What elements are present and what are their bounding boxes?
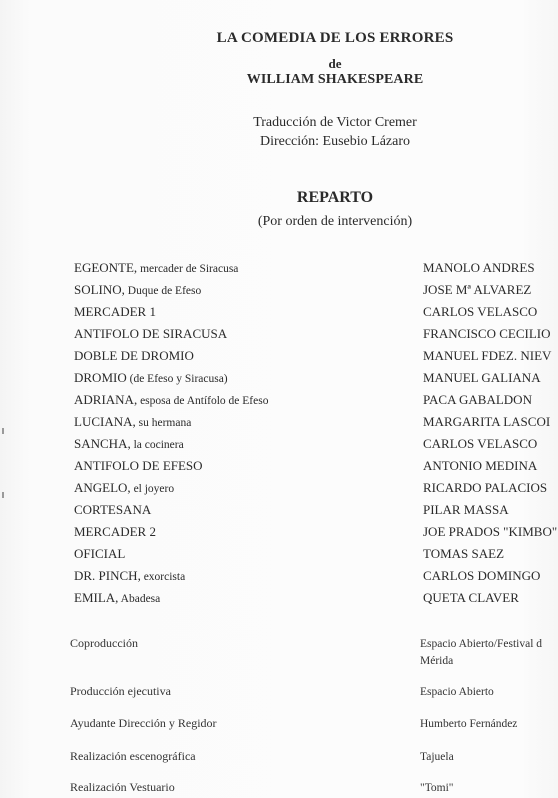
cast-role	[74, 458, 203, 474]
production-value-line: Mérida	[420, 655, 454, 667]
cast-actor: JOE PRADOS "KIMBO"	[423, 524, 558, 539]
role-name: EGEONTE,	[74, 260, 138, 275]
production-label: Producción ejecutiva	[70, 684, 171, 698]
cast-row	[0, 546, 558, 566]
production-value	[420, 780, 558, 797]
cast-row	[0, 414, 558, 434]
role-name: ADRIANA,	[74, 392, 138, 407]
production-value	[420, 716, 558, 733]
scan-speck	[2, 428, 4, 434]
role-name: CORTESANA	[74, 502, 152, 517]
cast-row	[0, 458, 558, 478]
cast-row	[0, 568, 558, 588]
cast-role	[74, 304, 156, 320]
role-name: DROMIO	[74, 370, 127, 385]
cast-row	[0, 590, 558, 610]
cast-actor: CARLOS DOMINGO	[423, 568, 541, 583]
cast-role	[74, 546, 125, 562]
role-name: ANTIFOLO DE SIRACUSA	[74, 326, 228, 341]
cast-row	[0, 392, 558, 412]
cast-actor: MARGARITA LASCOI	[423, 414, 551, 429]
cast-role	[74, 590, 160, 606]
cast-actor: PACA GABALDON	[423, 392, 532, 407]
production-value	[420, 749, 558, 766]
role-description: su hermana	[135, 417, 192, 429]
cast-role	[74, 568, 185, 584]
production-value	[420, 684, 558, 701]
role-name: OFICIAL	[74, 546, 126, 561]
role-name: MERCADER 2	[74, 524, 156, 539]
cast-row	[0, 282, 558, 302]
role-description: exorcista	[140, 571, 186, 583]
role-name: SOLINO,	[74, 282, 125, 297]
cast-actor: TOMAS SAEZ	[423, 546, 505, 561]
cast-role	[74, 282, 201, 298]
cast-actor: CARLOS VELASCO	[423, 436, 538, 451]
scan-speck	[2, 492, 4, 498]
cast-actor: ANTONIO MEDINA	[423, 458, 538, 473]
reparto-heading: REPARTO	[296, 189, 374, 206]
role-name: MERCADER 1	[74, 304, 156, 319]
cast-row	[0, 304, 558, 324]
role-description: esposa de Antífolo de Efeso	[137, 395, 269, 407]
role-name: DR. PINCH,	[74, 568, 141, 583]
cast-role	[74, 436, 184, 452]
cast-row	[0, 260, 558, 280]
production-label: Coproducción	[70, 636, 138, 650]
title-de: de	[328, 56, 342, 71]
translation-credit: Traducción de Victor Cremer	[253, 115, 417, 130]
production-label: Realización Vestuario	[70, 780, 175, 794]
cast-row	[0, 326, 558, 346]
role-description: (de Efeso y Siracusa)	[126, 373, 228, 385]
cast-actor: CARLOS VELASCO	[423, 304, 538, 319]
role-description: Abadesa	[118, 593, 161, 605]
production-value	[420, 636, 558, 670]
cast-row	[0, 524, 558, 544]
role-name: DOBLE DE DROMIO	[74, 348, 194, 363]
role-description: el joyero	[130, 483, 175, 495]
play-author: WILLIAM SHAKESPEARE	[246, 72, 424, 87]
cast-actor: RICARDO PALACIOS	[423, 480, 548, 495]
cast-role	[74, 348, 194, 364]
role-name: SANCHA,	[74, 436, 131, 451]
production-value-line: "Tomi"	[420, 782, 454, 794]
role-description: la cocinera	[130, 439, 184, 451]
cast-actor: MANUEL GALIANA	[423, 370, 541, 385]
cast-row	[0, 370, 558, 390]
cast-row	[0, 436, 558, 456]
role-description: mercader de Siracusa	[137, 263, 239, 275]
cast-actor: PILAR MASSA	[423, 502, 509, 517]
cast-role	[74, 392, 268, 408]
production-value-line: Humberto Fernández	[420, 718, 518, 730]
production-value-line: Tajuela	[420, 751, 454, 763]
production-value-line: Espacio Abierto/Festival d	[420, 638, 543, 650]
cast-actor: MANOLO ANDRES	[423, 260, 535, 275]
cast-role	[74, 480, 174, 496]
cast-actor: FRANCISCO CECILIO	[423, 326, 551, 341]
cast-row	[0, 480, 558, 500]
production-label: Ayudante Dirección y Regidor	[70, 716, 217, 730]
production-label: Realización escenográfica	[70, 749, 196, 763]
cast-role	[74, 524, 156, 540]
role-description: Duque de Efeso	[124, 285, 202, 297]
role-name: LUCIANA,	[74, 414, 136, 429]
cast-role	[74, 414, 191, 430]
production-value-line: Espacio Abierto	[420, 686, 494, 698]
cast-row	[0, 502, 558, 522]
cast-row	[0, 348, 558, 368]
cast-role	[74, 326, 227, 342]
cast-role	[74, 370, 228, 386]
direction-credit: Dirección: Eusebio Lázaro	[259, 134, 411, 149]
role-name: ANGELO,	[74, 480, 131, 495]
cast-actor: JOSE Mª ALVAREZ	[423, 282, 532, 297]
play-title: LA COMEDIA DE LOS ERRORES	[216, 30, 454, 46]
cast-role	[74, 260, 238, 276]
cast-actor: MANUEL FDEZ. NIEV	[423, 348, 552, 363]
cast-actor: QUETA CLAVER	[423, 590, 519, 605]
reparto-subheading: (Por orden de intervención)	[257, 214, 413, 229]
cast-role	[74, 502, 151, 518]
role-name: EMILA,	[74, 590, 119, 605]
role-name: ANTIFOLO DE EFESO	[74, 458, 203, 473]
